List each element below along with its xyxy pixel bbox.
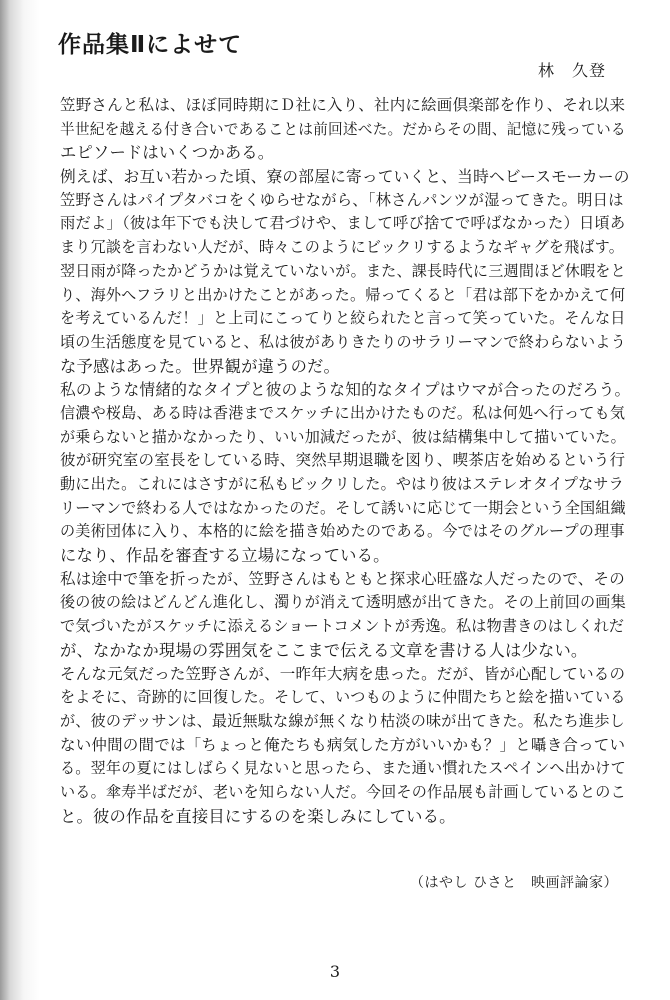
text-line: な予感はあった。世界観が違うのだ。: [60, 356, 341, 376]
text-line: 信濃や桜島、ある時は香港までスケッチに出かけたものだ。私は何処へ行っても気: [60, 403, 626, 422]
text-line: で気づいたがスケッチに添えるショートコメントが秀逸。私は物書きのはしくれだ: [60, 617, 625, 636]
text-line: 笠野さんはパイプタバコをくゆらせながら、「林さんパンツが湿ってきた。明日は: [60, 190, 624, 209]
text-line: エピソードはいくつかある。: [60, 143, 275, 163]
text-line: ない仲間の間では「ちょっと俺たちも病気した方がいいかも？」と囁き合ってい: [60, 735, 626, 754]
text-line: になり、作品を審査する立場になっている。: [60, 546, 390, 566]
text-line: の美術団体に入り、本格的に絵を描き始めたのである。今ではそのグループの理事: [60, 522, 625, 541]
text-line: 雨だよ」（彼は年下でも決して君づけや、まして呼び捨てで呼ばなかった）日頃あ: [60, 214, 626, 233]
text-line: 頃の生活態度を見ていると、私は彼がありきたりのサラリーマンで終わらないよう: [60, 332, 626, 351]
text-line: が、なかなか現場の雰囲気をここまで伝える文章を書ける人は少ない。: [60, 640, 588, 660]
text-line: が乗らないと描かなかったり、いい加減だったが、彼は結構集中して描いていた。: [60, 427, 626, 446]
text-line: リーマンで終わる人ではなかったのだ。そして誘いに応じて一期会という全国組織: [60, 498, 626, 517]
text-line: 動に出た。これにはさすがに私もビックリした。やはり彼はステレオタイプなサラ: [60, 475, 624, 493]
essay-body: [60, 94, 630, 828]
text-line: まり冗談を言わない人だが、時々このようにビックリするようなギャグを飛ばす。: [60, 238, 625, 257]
page-number: 3: [329, 962, 341, 981]
text-line: が、彼のデッサンは、最近無駄な線が無くなり枯淡の味が出てきた。私たち進歩し: [60, 711, 625, 730]
text-line: 私は途中で筆を折ったが、笠野さんはもともと探求心旺盛な人だったので、その: [60, 569, 625, 588]
text-line: をよそに、奇跡的に回復した。そして、いつものように仲間たちと絵を描いている: [60, 688, 626, 707]
text-line: 例えば、お互い若かった頃、寮の部屋に寄っていくと、当時ヘビースモーカーの: [60, 167, 630, 187]
text-line: 彼が研究室の室長をしている時、突然早期退職を図り、喫茶店を始めるという行: [60, 451, 626, 470]
text-line: と。彼の作品を直接目にするのを楽しみにしている。: [60, 806, 456, 826]
author-signature: （はやし ひさと 映画評論家）: [410, 875, 618, 891]
page-title: 作品集Ⅱによせて: [58, 32, 243, 58]
text-line: り、海外へフラリと出かけたことがあった。帰ってくると「君は部下をかかえて何: [60, 285, 626, 304]
text-line: 半世紀を越える付き合いであることは前回述べた。だからその間、記憶に残っている: [60, 120, 626, 138]
text-line: る。翌年の夏にはしばらく見ないと思ったら、また通い慣れたスペインへ出かけて: [60, 759, 626, 778]
text-line: 後の彼の絵はどんどん進化し、濁りが消えて透明感が出てきた。その上前回の画集: [60, 593, 626, 612]
text-line: 私のような情緒的なタイプと彼のような知的なタイプはウマが合ったのだろう。: [60, 380, 631, 400]
text-line: いる。傘寿半ばだが、老いを知らない人だ。今回その作品展も計画しているとのこ: [60, 782, 626, 801]
text-line: を考えているんだ！」と上司にこってりと絞られたと言って笑っていた。そんな日: [60, 309, 626, 328]
text-line: 笠野さんと私は、ほぼ同時期にＤ社に入り、社内に絵画倶楽部を作り、それ以来: [60, 96, 626, 114]
author-name: 林 久登: [538, 61, 607, 80]
text-line: そんな元気だった笠野さんが、一昨年大病を患った。だが、皆が心配しているの: [60, 664, 626, 683]
text-line: 翌日雨が降ったかどうかは覚えていないが。また、課長時代に三週間ほど休暇をと: [60, 261, 626, 280]
